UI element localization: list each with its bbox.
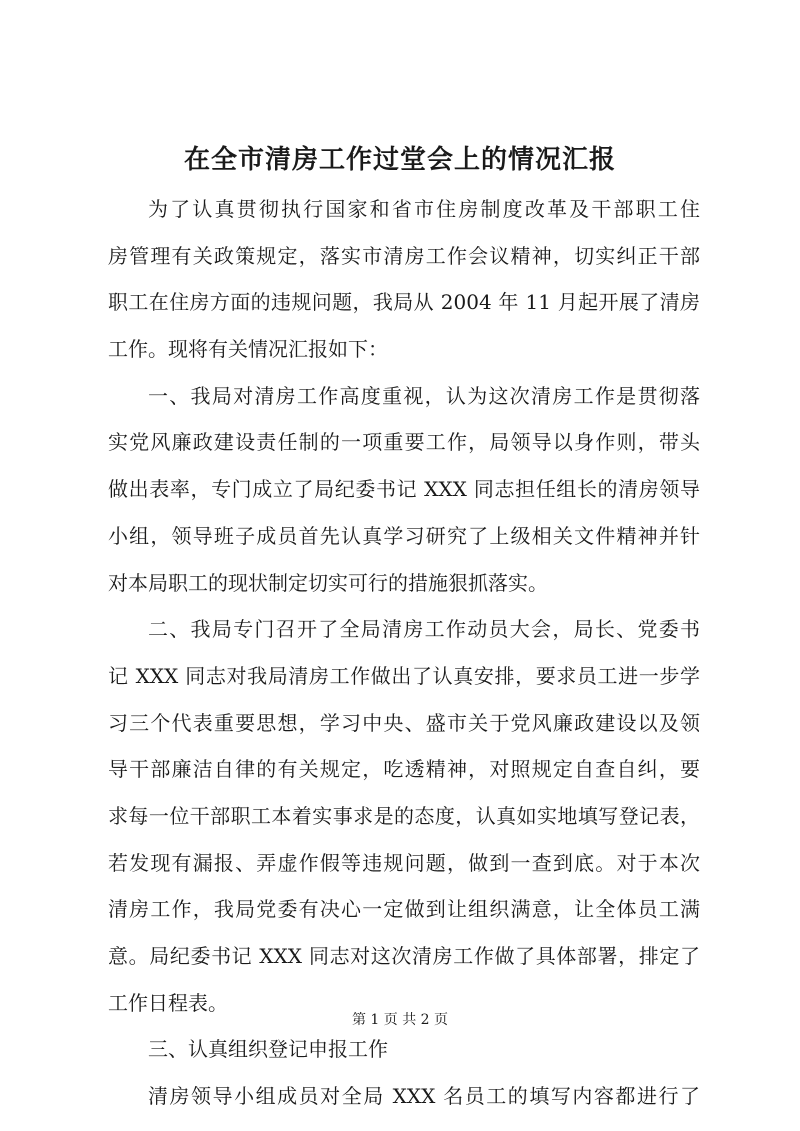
body-line: 三、认真组织登记申报工作 [148, 1037, 388, 1062]
body-line: 小组，领导班子成员首先认真学习研究了上级相关文件精神并针 [108, 523, 700, 548]
body-line: 习三个代表重要思想，学习中央、盛市关于党风廉政建设以及领 [108, 710, 700, 735]
body-line: 做出表率，专门成立了局纪委书记 XXX 同志担任组长的清房领导 [108, 477, 700, 502]
body-line: 职工在住房方面的违规问题，我局从 2004 年 11 月起开展了清房 [108, 290, 700, 315]
body-line: 若发现有漏报、弄虚作假等违规问题，做到一查到底。对于本次 [108, 850, 700, 875]
body-line: 意。局纪委书记 XXX 同志对这次清房工作做了具体部署，排定了 [108, 944, 700, 968]
body-line: 为了认真贯彻执行国家和省市住房制度改革及干部职工住 [148, 197, 700, 221]
body-line: 导干部廉洁自律的有关规定，吃透精神，对照规定自查自纠，要 [108, 757, 700, 782]
body-line: 工作日程表。 [108, 990, 228, 1015]
body-line: 房管理有关政策规定，落实市清房工作会议精神，切实纠正干部 [108, 243, 700, 268]
body-line: 二、我局专门召开了全局清房工作动员大会，局长、党委书 [148, 617, 700, 642]
page-footer: 第 1 页 共 2 页 [351, 1012, 449, 1028]
document-body [108, 186, 700, 1120]
body-line: 记 XXX 同志对我局清房工作做出了认真安排，要求员工进一步学 [108, 663, 700, 688]
body-line: 对本局职工的现状制定切实可行的措施狠抓落实。 [108, 570, 548, 595]
document-title: 在全市清房工作过堂会上的情况汇报 [183, 145, 616, 175]
body-line: 工作。现将有关情况汇报如下： [108, 337, 388, 362]
body-line: 实党风廉政建设责任制的一项重要工作，局领导以身作则，带头 [108, 430, 700, 455]
body-line: 一、我局对清房工作高度重视，认为这次清房工作是贯彻落 [148, 383, 700, 408]
body-line: 清房领导小组成员对全局 XXX 名员工的填写内容都进行了 [148, 1084, 700, 1109]
body-line: 清房工作，我局党委有决心一定做到让组织满意，让全体员工满 [108, 897, 700, 922]
body-line: 求每一位干部职工本着实事求是的态度，认真如实地填写登记表， [108, 803, 700, 828]
